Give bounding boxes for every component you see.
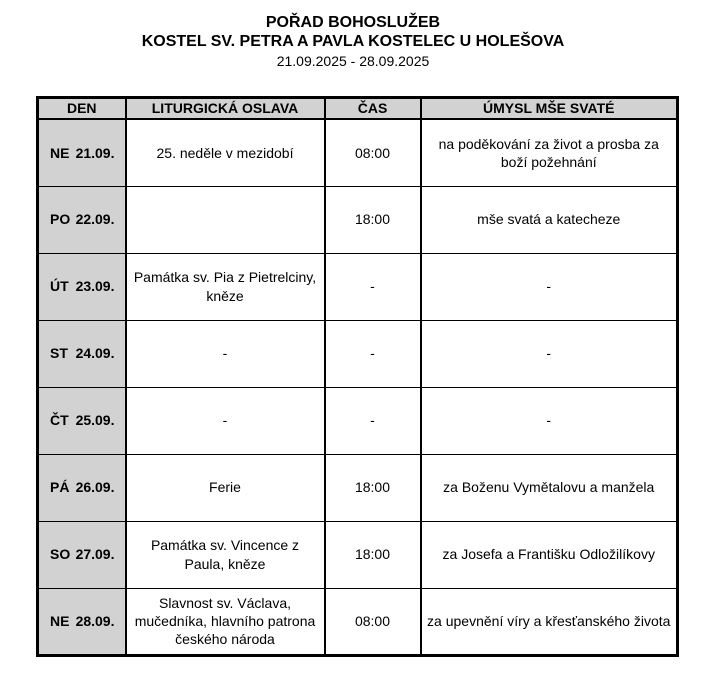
schedule-row [38,588,678,655]
schedule-row [38,387,678,454]
celebration-cell [126,186,325,253]
day-cell [38,521,126,588]
day-date: 25.09. [75,412,115,429]
celebration-cell: Slavnost sv. Václava, mučedníka, hlavního patrona českého národa [126,588,325,655]
day-abbr: ST [50,345,68,362]
day-date: 24.09. [75,345,115,362]
day-cell [38,119,126,186]
day-abbr: NE [50,144,70,161]
day-label [44,344,120,362]
day-date: 26.09. [75,479,115,496]
time-cell: 08:00 [325,588,421,655]
church-name: KOSTEL SV. PETRA A PAVLA KOSTELEC U HOLEŠOVA [141,33,565,50]
day-label [44,144,120,162]
day-label [44,210,120,228]
document-title: POŘAD BOHOSLUŽEB [265,14,441,31]
schedule-row [38,521,678,588]
day-abbr: PÁ [50,479,70,496]
time-cell: - [325,253,421,320]
table-header-row [38,98,678,120]
schedule-row [38,119,678,186]
day-date: 28.09. [75,612,115,629]
intention-cell: za upevnění víry a křesťanského života [421,588,678,655]
date-range: 21.09.2025 - 28.09.2025 [276,53,430,69]
day-cell [38,387,126,454]
schedule-body [38,119,678,655]
celebration-cell: - [126,320,325,387]
column-header-umysl-mse-svate: ÚMYSL MŠE SVATÉ [421,98,678,120]
day-date: 23.09. [75,278,115,295]
schedule-row [38,253,678,320]
intention-cell: - [421,253,678,320]
day-cell [38,320,126,387]
time-cell: 08:00 [325,119,421,186]
day-cell [38,588,126,655]
intention-cell: na poděkování za život a prosba za boží požehnání [421,119,678,186]
day-label [44,411,120,429]
day-label [44,612,120,630]
day-cell [38,186,126,253]
intention-cell: - [421,320,678,387]
schedule-row [38,320,678,387]
day-cell [38,253,126,320]
day-abbr: NE [50,612,70,629]
intention-cell: - [421,387,678,454]
time-cell: 18:00 [325,521,421,588]
day-date: 22.09. [75,211,115,228]
day-cell [38,454,126,521]
time-cell: 18:00 [325,186,421,253]
schedule-row [38,186,678,253]
day-abbr: ČT [50,412,69,429]
celebration-cell: 25. neděle v mezidobí [126,119,325,186]
day-date: 27.09. [75,546,115,563]
celebration-cell: - [126,387,325,454]
document-header [0,0,706,70]
time-cell: - [325,320,421,387]
day-abbr: ÚT [50,278,69,295]
day-abbr: PO [50,211,71,228]
intention-cell: mše svatá a katecheze [421,186,678,253]
column-header-den: DEN [38,98,126,120]
intention-cell: za Boženu Vymětalovu a manžela [421,454,678,521]
intention-cell: za Josefa a Františku Odložilíkovy [421,521,678,588]
day-label [44,478,120,496]
column-header-liturgicka-oslava: LITURGICKÁ OSLAVA [126,98,325,120]
schedule-table [36,96,679,657]
celebration-cell: Památka sv. Pia z Pietrelciny, kněze [126,253,325,320]
celebration-cell: Ferie [126,454,325,521]
column-header-cas: ČAS [325,98,421,120]
day-label [44,277,120,295]
time-cell: 18:00 [325,454,421,521]
time-cell: - [325,387,421,454]
schedule-row [38,454,678,521]
day-abbr: SO [50,546,71,563]
day-label [44,545,120,563]
day-date: 21.09. [75,144,115,161]
celebration-cell: Památka sv. Vincence z Paula, kněze [126,521,325,588]
